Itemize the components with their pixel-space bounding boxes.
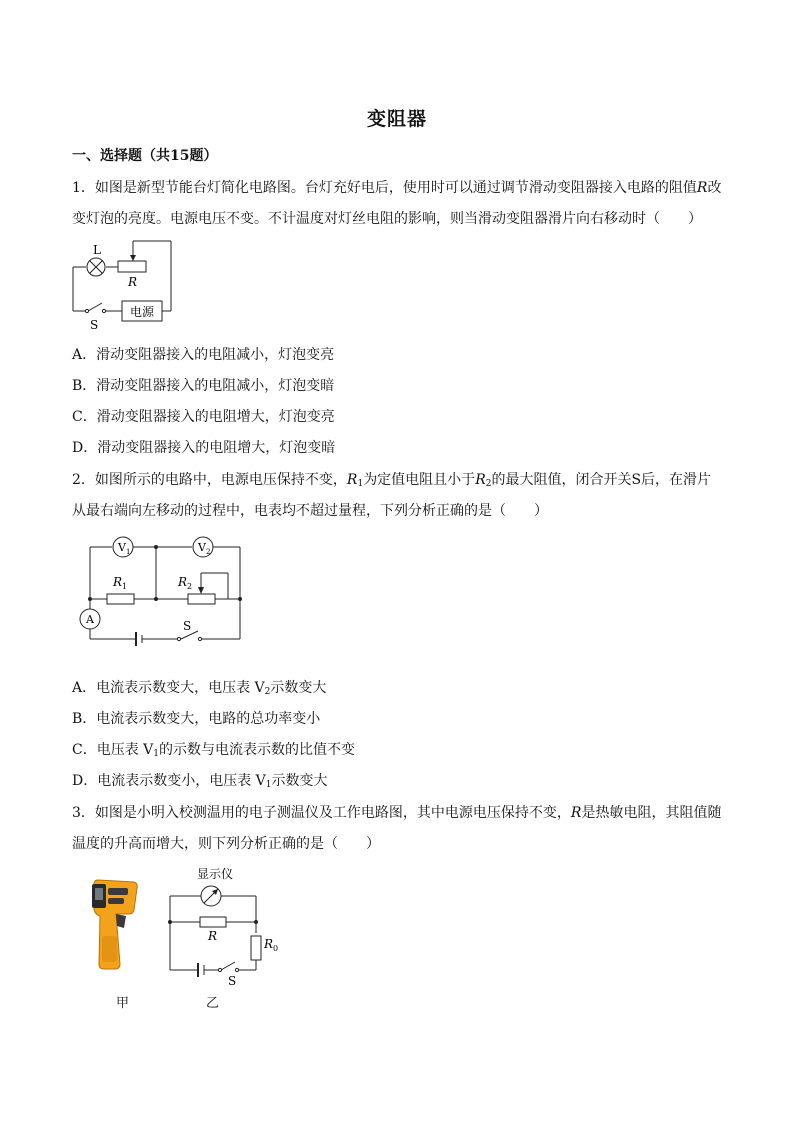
q2-text-line-1: 2．如图所示的电路中，电源电压保持不变，$R_1$为定值电阻且小于$R_2$的最大阻值，闭合开关S后，在滑片	[72, 472, 712, 489]
q1-option-a: A．滑动变阻器接入的电阻减小，灯泡变亮	[72, 347, 335, 363]
figure-caption-a: 甲	[116, 996, 130, 1011]
q2-option-d: D．电流表示数变小，电压表 $V_1$示数变大	[72, 773, 328, 790]
page-title: 变阻器	[366, 108, 427, 130]
thermometer-gun-image	[86, 876, 146, 976]
q3-display-label: 显示仪	[197, 867, 234, 881]
q1-circuit-diagram	[60, 234, 190, 334]
q3-switch-label: S	[228, 974, 237, 988]
q1-option-c: C．滑动变阻器接入的电阻增大，灯泡变亮	[72, 409, 335, 425]
q3-text-line-1: 3．如图是小明入校测温用的电子测温仪及工作电路图，其中电源电压保持不变，R是热敏电阻，其阻值随	[72, 805, 722, 821]
q2-text-line-2: 从最右端向左移动的过程中，电表均不超过量程，下列分析正确的是（ ）	[72, 503, 548, 519]
section-heading: 一、选择题（共15题）	[72, 148, 218, 164]
q2-r2-label: $R_2$	[178, 575, 193, 591]
q2-voltmeter-2-label: $V_2$	[198, 541, 211, 556]
q1-rheostat-label: R	[128, 275, 138, 289]
q1-option-d: D．滑动变阻器接入的电阻增大，灯泡变暗	[72, 440, 336, 456]
q1-lamp-label: L	[93, 243, 101, 257]
q3-r-label: R	[208, 929, 218, 943]
q2-switch-label: S	[183, 619, 192, 633]
q2-circuit-diagram	[70, 532, 250, 647]
figure-caption-b: 乙	[206, 996, 220, 1011]
q1-switch-label: S	[90, 318, 99, 332]
q2-option-c: C．电压表 $V_1$的示数与电流表示数的比值不变	[72, 742, 356, 759]
q1-source-label: 电源	[129, 305, 155, 319]
q2-r1-label: $R_1$	[113, 575, 128, 591]
q2-option-b: B．电流表示数变大，电路的总功率变小	[72, 711, 321, 727]
q2-voltmeter-1-label: $V_1$	[118, 541, 131, 556]
q1-option-b: B．滑动变阻器接入的电阻减小，灯泡变暗	[72, 378, 335, 394]
q3-circuit-diagram	[160, 862, 290, 988]
q2-option-a: A．电流表示数变大，电压表 $V_2$示数变大	[72, 680, 327, 697]
q2-ammeter-label: A	[86, 613, 94, 626]
q3-text-line-2: 温度的升高而增大，则下列分析正确的是（ ）	[72, 836, 380, 852]
q3-r0-label: $R_0$	[264, 937, 279, 953]
q1-text-line-2: 变灯泡的亮度。电源电压不变。不计温度对灯丝电阻的影响，则当滑动变阻器滑片向右移动时（ ）	[72, 211, 702, 227]
q1-text-line-1: 1．如图是新型节能台灯简化电路图。台灯充好电后，使用时可以通过调节滑动变阻器接入电路的阻值R改	[72, 180, 722, 196]
